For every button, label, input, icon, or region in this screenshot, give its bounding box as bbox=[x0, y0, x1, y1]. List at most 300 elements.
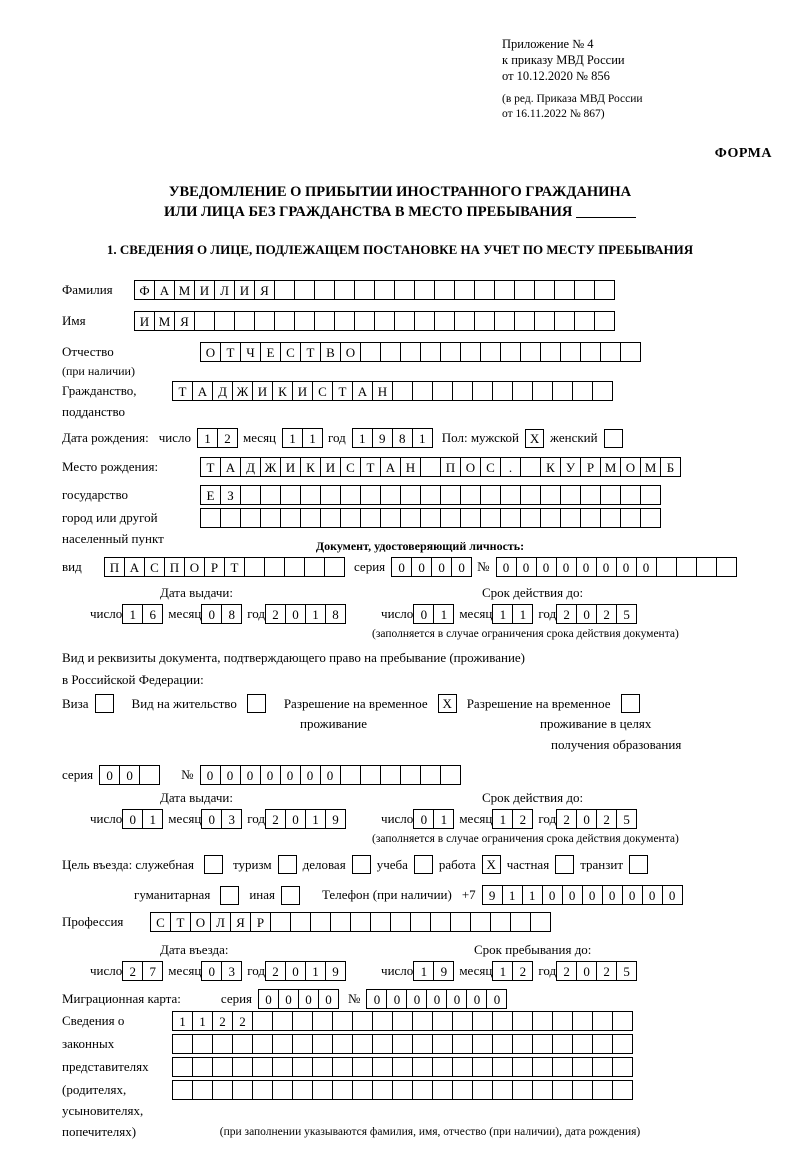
cell[interactable] bbox=[324, 557, 345, 577]
cell[interactable] bbox=[360, 485, 381, 505]
cell[interactable] bbox=[520, 508, 541, 528]
cell[interactable] bbox=[420, 342, 441, 362]
legal-rep-row-2-input[interactable] bbox=[172, 1034, 632, 1054]
cell[interactable] bbox=[252, 1057, 273, 1077]
cell[interactable]: 7 bbox=[142, 961, 163, 981]
sex-female-checkbox[interactable] bbox=[604, 429, 623, 448]
cell[interactable]: 2 bbox=[596, 604, 617, 624]
cell[interactable]: 1 bbox=[492, 961, 513, 981]
cell[interactable] bbox=[332, 1011, 353, 1031]
cell[interactable]: 0 bbox=[201, 604, 222, 624]
cell[interactable]: С bbox=[150, 912, 171, 932]
purpose-tourism-checkbox[interactable] bbox=[278, 855, 297, 874]
cell[interactable] bbox=[274, 280, 295, 300]
cell[interactable]: 0 bbox=[426, 989, 447, 1009]
cell[interactable] bbox=[370, 912, 391, 932]
cell[interactable]: 1 bbox=[522, 885, 543, 905]
doc-valid-month-input[interactable] bbox=[492, 604, 532, 624]
cell[interactable] bbox=[472, 1034, 493, 1054]
cell[interactable]: Ж bbox=[260, 457, 281, 477]
purpose-service-checkbox[interactable] bbox=[204, 855, 223, 874]
temp-residence-checkbox[interactable]: Х bbox=[438, 694, 457, 713]
cell[interactable] bbox=[552, 1080, 573, 1100]
cell[interactable] bbox=[430, 912, 451, 932]
cell[interactable] bbox=[592, 381, 613, 401]
cell[interactable]: . bbox=[500, 457, 521, 477]
stay-end-day-input[interactable] bbox=[413, 961, 453, 981]
cell[interactable] bbox=[492, 381, 513, 401]
cell[interactable] bbox=[252, 1080, 273, 1100]
cell[interactable] bbox=[412, 381, 433, 401]
cell[interactable]: 1 bbox=[512, 604, 533, 624]
cell[interactable] bbox=[240, 508, 261, 528]
cell[interactable] bbox=[620, 342, 641, 362]
cell[interactable] bbox=[212, 1057, 233, 1077]
cell[interactable] bbox=[332, 1080, 353, 1100]
doc-type-input[interactable] bbox=[104, 557, 344, 577]
cell[interactable]: И bbox=[320, 457, 341, 477]
cell[interactable] bbox=[294, 280, 315, 300]
cell[interactable]: 0 bbox=[320, 765, 341, 785]
cell[interactable] bbox=[560, 485, 581, 505]
cell[interactable] bbox=[580, 485, 601, 505]
cell[interactable] bbox=[560, 508, 581, 528]
stay-valid-year-input[interactable] bbox=[556, 809, 636, 829]
cell[interactable]: А bbox=[154, 280, 175, 300]
cell[interactable]: 1 bbox=[492, 604, 513, 624]
cell[interactable]: И bbox=[234, 280, 255, 300]
cell[interactable]: М bbox=[640, 457, 661, 477]
cell[interactable] bbox=[472, 1057, 493, 1077]
cell[interactable] bbox=[592, 1057, 613, 1077]
cell[interactable] bbox=[452, 1034, 473, 1054]
cell[interactable]: 0 bbox=[516, 557, 537, 577]
cell[interactable]: 0 bbox=[446, 989, 467, 1009]
cell[interactable] bbox=[372, 1057, 393, 1077]
cell[interactable]: П bbox=[440, 457, 461, 477]
cell[interactable]: 9 bbox=[325, 809, 346, 829]
stay-valid-month-input[interactable] bbox=[492, 809, 532, 829]
cell[interactable] bbox=[490, 912, 511, 932]
cell[interactable] bbox=[310, 912, 331, 932]
cell[interactable] bbox=[440, 508, 461, 528]
cell[interactable] bbox=[340, 485, 361, 505]
cell[interactable] bbox=[600, 508, 621, 528]
cell[interactable] bbox=[460, 508, 481, 528]
cell[interactable]: А bbox=[192, 381, 213, 401]
cell[interactable] bbox=[540, 485, 561, 505]
cell[interactable]: 1 bbox=[352, 428, 373, 448]
cell[interactable] bbox=[432, 381, 453, 401]
cell[interactable]: И bbox=[134, 311, 155, 331]
cell[interactable] bbox=[292, 1080, 313, 1100]
cell[interactable] bbox=[572, 381, 593, 401]
cell[interactable]: 1 bbox=[197, 428, 218, 448]
cell[interactable]: Я bbox=[174, 311, 195, 331]
cell[interactable]: 2 bbox=[265, 809, 286, 829]
cell[interactable]: Е bbox=[260, 342, 281, 362]
cell[interactable] bbox=[354, 311, 375, 331]
cell[interactable]: Т bbox=[360, 457, 381, 477]
purpose-humanitarian-checkbox[interactable] bbox=[220, 886, 239, 905]
cell[interactable] bbox=[374, 311, 395, 331]
entry-month-input[interactable] bbox=[201, 961, 241, 981]
cell[interactable] bbox=[454, 280, 475, 300]
cell[interactable]: 0 bbox=[285, 604, 306, 624]
cell[interactable]: 0 bbox=[298, 989, 319, 1009]
cell[interactable] bbox=[264, 557, 285, 577]
stay-number-input[interactable] bbox=[200, 765, 460, 785]
cell[interactable]: 0 bbox=[466, 989, 487, 1009]
cell[interactable]: 0 bbox=[542, 885, 563, 905]
cell[interactable] bbox=[492, 1080, 513, 1100]
cell[interactable]: 0 bbox=[406, 989, 427, 1009]
cell[interactable] bbox=[450, 912, 471, 932]
cell[interactable]: 3 bbox=[221, 809, 242, 829]
cell[interactable]: С bbox=[480, 457, 501, 477]
cell[interactable] bbox=[240, 485, 261, 505]
cell[interactable] bbox=[594, 280, 615, 300]
cell[interactable]: 5 bbox=[616, 809, 637, 829]
cell[interactable]: 0 bbox=[662, 885, 683, 905]
cell[interactable] bbox=[640, 485, 661, 505]
cell[interactable] bbox=[510, 912, 531, 932]
cell[interactable]: К bbox=[540, 457, 561, 477]
cell[interactable]: 0 bbox=[642, 885, 663, 905]
cell[interactable] bbox=[470, 912, 491, 932]
cell[interactable] bbox=[452, 1080, 473, 1100]
cell[interactable] bbox=[380, 765, 401, 785]
cell[interactable] bbox=[620, 485, 641, 505]
cell[interactable]: 0 bbox=[451, 557, 472, 577]
cell[interactable] bbox=[172, 1080, 193, 1100]
cell[interactable] bbox=[314, 311, 335, 331]
cell[interactable]: 0 bbox=[391, 557, 412, 577]
cell[interactable]: А bbox=[352, 381, 373, 401]
cell[interactable]: И bbox=[252, 381, 273, 401]
cell[interactable]: 0 bbox=[556, 557, 577, 577]
cell[interactable]: Ж bbox=[232, 381, 253, 401]
cell[interactable] bbox=[640, 508, 661, 528]
cell[interactable] bbox=[340, 508, 361, 528]
cell[interactable] bbox=[572, 1034, 593, 1054]
cell[interactable] bbox=[554, 280, 575, 300]
cell[interactable] bbox=[552, 1057, 573, 1077]
cell[interactable] bbox=[432, 1034, 453, 1054]
cell[interactable] bbox=[494, 280, 515, 300]
cell[interactable] bbox=[252, 1011, 273, 1031]
cell[interactable] bbox=[400, 485, 421, 505]
cell[interactable] bbox=[360, 508, 381, 528]
cell[interactable] bbox=[232, 1034, 253, 1054]
entry-year-input[interactable] bbox=[265, 961, 345, 981]
cell[interactable]: 0 bbox=[562, 885, 583, 905]
cell[interactable]: 1 bbox=[412, 428, 433, 448]
cell[interactable] bbox=[574, 280, 595, 300]
cell[interactable] bbox=[580, 342, 601, 362]
cell[interactable] bbox=[232, 1057, 253, 1077]
cell[interactable] bbox=[294, 311, 315, 331]
cell[interactable] bbox=[412, 1057, 433, 1077]
birth-year-input[interactable] bbox=[352, 428, 432, 448]
cell[interactable]: Р bbox=[250, 912, 271, 932]
cell[interactable] bbox=[374, 280, 395, 300]
cell[interactable]: 2 bbox=[265, 961, 286, 981]
cell[interactable] bbox=[572, 1011, 593, 1031]
doc-issue-month-input[interactable] bbox=[201, 604, 241, 624]
cell[interactable] bbox=[234, 311, 255, 331]
cell[interactable] bbox=[412, 1034, 433, 1054]
cell[interactable] bbox=[334, 280, 355, 300]
cell[interactable]: У bbox=[560, 457, 581, 477]
cell[interactable] bbox=[414, 311, 435, 331]
cell[interactable] bbox=[656, 557, 677, 577]
cell[interactable]: 1 bbox=[305, 604, 326, 624]
stay-end-month-input[interactable] bbox=[492, 961, 532, 981]
cell[interactable] bbox=[270, 912, 291, 932]
cell[interactable]: О bbox=[184, 557, 205, 577]
cell[interactable] bbox=[480, 508, 501, 528]
cell[interactable]: Р bbox=[580, 457, 601, 477]
cell[interactable]: Т bbox=[172, 381, 193, 401]
birth-month-input[interactable] bbox=[282, 428, 322, 448]
birth-day-input[interactable] bbox=[197, 428, 237, 448]
cell[interactable] bbox=[432, 1057, 453, 1077]
cell[interactable]: 0 bbox=[582, 885, 603, 905]
cell[interactable]: М bbox=[600, 457, 621, 477]
cell[interactable]: Д bbox=[240, 457, 261, 477]
cell[interactable]: 1 bbox=[302, 428, 323, 448]
cell[interactable] bbox=[594, 311, 615, 331]
cell[interactable] bbox=[474, 311, 495, 331]
cell[interactable]: Л bbox=[210, 912, 231, 932]
cell[interactable] bbox=[412, 1011, 433, 1031]
cell[interactable]: 1 bbox=[433, 604, 454, 624]
cell[interactable]: 0 bbox=[366, 989, 387, 1009]
cell[interactable]: 0 bbox=[486, 989, 507, 1009]
cell[interactable] bbox=[492, 1034, 513, 1054]
cell[interactable]: 9 bbox=[433, 961, 454, 981]
cell[interactable] bbox=[552, 1034, 573, 1054]
cell[interactable]: 3 bbox=[221, 961, 242, 981]
cell[interactable] bbox=[334, 311, 355, 331]
cell[interactable]: 0 bbox=[300, 765, 321, 785]
cell[interactable]: Т bbox=[300, 342, 321, 362]
cell[interactable] bbox=[392, 1057, 413, 1077]
cell[interactable] bbox=[540, 508, 561, 528]
cell[interactable] bbox=[330, 912, 351, 932]
cell[interactable]: 5 bbox=[616, 604, 637, 624]
birthplace-country-input[interactable] bbox=[200, 457, 680, 477]
birthplace-city-input[interactable] bbox=[200, 485, 660, 505]
cell[interactable]: А bbox=[220, 457, 241, 477]
cell[interactable]: К bbox=[272, 381, 293, 401]
purpose-private-checkbox[interactable] bbox=[555, 855, 574, 874]
cell[interactable]: 0 bbox=[201, 961, 222, 981]
cell[interactable]: 0 bbox=[99, 765, 120, 785]
cell[interactable] bbox=[612, 1057, 633, 1077]
cell[interactable]: И bbox=[194, 280, 215, 300]
cell[interactable] bbox=[304, 557, 325, 577]
cell[interactable] bbox=[312, 1034, 333, 1054]
cell[interactable] bbox=[512, 1011, 533, 1031]
cell[interactable] bbox=[192, 1080, 213, 1100]
purpose-other-checkbox[interactable] bbox=[281, 886, 300, 905]
cell[interactable]: С bbox=[340, 457, 361, 477]
cell[interactable] bbox=[312, 1080, 333, 1100]
surname-input[interactable] bbox=[134, 280, 614, 300]
doc-issue-year-input[interactable] bbox=[265, 604, 345, 624]
cell[interactable] bbox=[472, 1080, 493, 1100]
cell[interactable] bbox=[472, 381, 493, 401]
cell[interactable] bbox=[676, 557, 697, 577]
cell[interactable] bbox=[392, 1080, 413, 1100]
cell[interactable]: С bbox=[280, 342, 301, 362]
cell[interactable]: 0 bbox=[201, 809, 222, 829]
cell[interactable] bbox=[514, 280, 535, 300]
cell[interactable] bbox=[492, 1011, 513, 1031]
cell[interactable]: 0 bbox=[278, 989, 299, 1009]
doc-issue-day-input[interactable] bbox=[122, 604, 162, 624]
cell[interactable] bbox=[420, 485, 441, 505]
cell[interactable]: 8 bbox=[392, 428, 413, 448]
legal-rep-row-3-input[interactable] bbox=[172, 1057, 632, 1077]
cell[interactable] bbox=[380, 508, 401, 528]
cell[interactable]: И bbox=[280, 457, 301, 477]
cell[interactable]: О bbox=[340, 342, 361, 362]
cell[interactable] bbox=[460, 485, 481, 505]
cell[interactable] bbox=[512, 1080, 533, 1100]
migration-number-input[interactable] bbox=[366, 989, 506, 1009]
cell[interactable] bbox=[716, 557, 737, 577]
cell[interactable] bbox=[352, 1080, 373, 1100]
cell[interactable]: 0 bbox=[636, 557, 657, 577]
cell[interactable]: 0 bbox=[431, 557, 452, 577]
cell[interactable] bbox=[260, 485, 281, 505]
cell[interactable] bbox=[480, 485, 501, 505]
cell[interactable] bbox=[272, 1057, 293, 1077]
cell[interactable] bbox=[320, 508, 341, 528]
cell[interactable] bbox=[252, 1034, 273, 1054]
stay-issue-day-input[interactable] bbox=[122, 809, 162, 829]
cell[interactable] bbox=[372, 1080, 393, 1100]
cell[interactable] bbox=[300, 508, 321, 528]
cell[interactable]: 0 bbox=[318, 989, 339, 1009]
cell[interactable]: 1 bbox=[413, 961, 434, 981]
cell[interactable]: 2 bbox=[596, 961, 617, 981]
cell[interactable] bbox=[440, 485, 461, 505]
cell[interactable]: 0 bbox=[576, 961, 597, 981]
cell[interactable] bbox=[400, 508, 421, 528]
cell[interactable]: 0 bbox=[596, 557, 617, 577]
cell[interactable] bbox=[410, 912, 431, 932]
phone-input[interactable] bbox=[482, 885, 682, 905]
cell[interactable] bbox=[380, 342, 401, 362]
cell[interactable] bbox=[212, 1080, 233, 1100]
cell[interactable]: С bbox=[144, 557, 165, 577]
cell[interactable]: Н bbox=[400, 457, 421, 477]
cell[interactable] bbox=[534, 280, 555, 300]
cell[interactable]: 0 bbox=[411, 557, 432, 577]
cell[interactable]: Т bbox=[170, 912, 191, 932]
cell[interactable] bbox=[172, 1034, 193, 1054]
cell[interactable]: С bbox=[312, 381, 333, 401]
cell[interactable] bbox=[420, 765, 441, 785]
cell[interactable]: 1 bbox=[172, 1011, 193, 1031]
profession-input[interactable] bbox=[150, 912, 550, 932]
cell[interactable]: О bbox=[190, 912, 211, 932]
cell[interactable]: 2 bbox=[217, 428, 238, 448]
cell[interactable]: 0 bbox=[616, 557, 637, 577]
cell[interactable] bbox=[354, 280, 375, 300]
doc-series-input[interactable] bbox=[391, 557, 471, 577]
cell[interactable]: М bbox=[174, 280, 195, 300]
cell[interactable]: 0 bbox=[536, 557, 557, 577]
cell[interactable] bbox=[392, 1011, 413, 1031]
cell[interactable]: Т bbox=[224, 557, 245, 577]
cell[interactable]: 0 bbox=[285, 961, 306, 981]
stay-series-input[interactable] bbox=[99, 765, 159, 785]
stay-end-year-input[interactable] bbox=[556, 961, 636, 981]
cell[interactable]: 0 bbox=[280, 765, 301, 785]
cell[interactable] bbox=[360, 765, 381, 785]
cell[interactable]: Ч bbox=[240, 342, 261, 362]
cell[interactable]: А bbox=[380, 457, 401, 477]
cell[interactable]: О bbox=[200, 342, 221, 362]
cell[interactable]: Т bbox=[200, 457, 221, 477]
cell[interactable]: 0 bbox=[220, 765, 241, 785]
cell[interactable] bbox=[352, 1057, 373, 1077]
cell[interactable] bbox=[432, 1080, 453, 1100]
cell[interactable] bbox=[420, 508, 441, 528]
cell[interactable] bbox=[500, 508, 521, 528]
cell[interactable] bbox=[420, 457, 441, 477]
stay-valid-day-input[interactable] bbox=[413, 809, 453, 829]
cell[interactable] bbox=[554, 311, 575, 331]
cell[interactable] bbox=[394, 280, 415, 300]
cell[interactable] bbox=[530, 912, 551, 932]
cell[interactable]: А bbox=[124, 557, 145, 577]
cell[interactable] bbox=[340, 765, 361, 785]
cell[interactable] bbox=[580, 508, 601, 528]
cell[interactable]: 1 bbox=[282, 428, 303, 448]
cell[interactable]: 9 bbox=[325, 961, 346, 981]
cell[interactable]: Р bbox=[204, 557, 225, 577]
cell[interactable]: 0 bbox=[413, 809, 434, 829]
residence-permit-checkbox[interactable] bbox=[247, 694, 266, 713]
cell[interactable]: 0 bbox=[240, 765, 261, 785]
cell[interactable]: 0 bbox=[602, 885, 623, 905]
cell[interactable]: Я bbox=[230, 912, 251, 932]
cell[interactable] bbox=[372, 1011, 393, 1031]
cell[interactable] bbox=[612, 1080, 633, 1100]
cell[interactable]: Т bbox=[220, 342, 241, 362]
cell[interactable] bbox=[320, 485, 341, 505]
cell[interactable] bbox=[292, 1011, 313, 1031]
cell[interactable] bbox=[244, 557, 265, 577]
cell[interactable] bbox=[600, 342, 621, 362]
cell[interactable] bbox=[574, 311, 595, 331]
cell[interactable] bbox=[620, 508, 641, 528]
cell[interactable] bbox=[332, 1057, 353, 1077]
doc-valid-day-input[interactable] bbox=[413, 604, 453, 624]
cell[interactable] bbox=[392, 381, 413, 401]
cell[interactable] bbox=[512, 1034, 533, 1054]
cell[interactable]: 9 bbox=[482, 885, 503, 905]
cell[interactable]: 0 bbox=[258, 989, 279, 1009]
cell[interactable] bbox=[220, 508, 241, 528]
cell[interactable]: Л bbox=[214, 280, 235, 300]
